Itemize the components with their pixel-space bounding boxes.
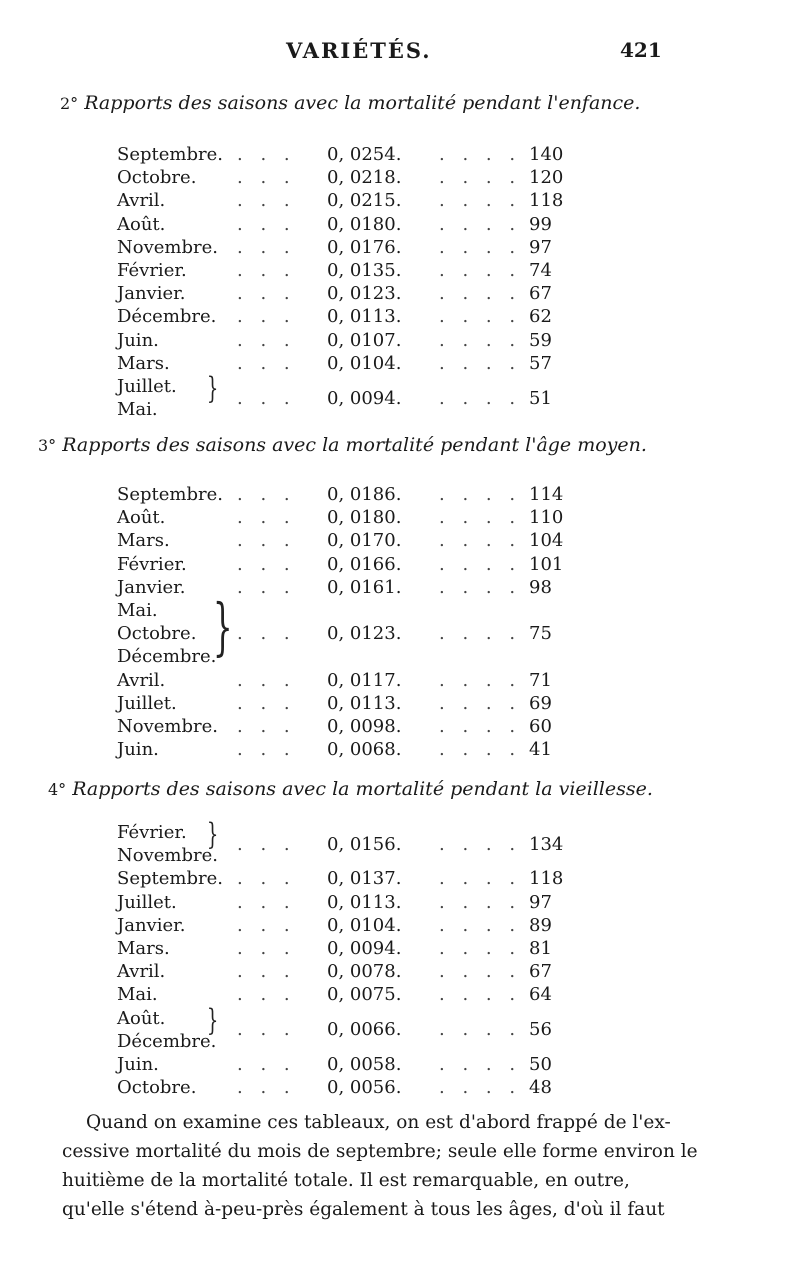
grouping-brace-icon: } — [206, 1002, 219, 1038]
table-values — [117, 283, 577, 305]
mortality-rate: 0, 0156. — [327, 833, 402, 855]
death-count: 71 — [529, 669, 552, 691]
month-label: Septembre. — [117, 868, 223, 890]
leader-dots: . . . . — [439, 833, 522, 855]
running-head — [0, 38, 800, 68]
month-label: Mai. — [117, 984, 158, 1006]
leader-dots: . . . — [237, 739, 296, 761]
leader-dots: . . . — [237, 190, 296, 212]
death-count: 75 — [529, 623, 552, 645]
month-label: Janvier. — [117, 576, 186, 598]
death-count: 134 — [529, 833, 564, 855]
mortality-rate: 0, 0215. — [327, 190, 402, 212]
table-values — [117, 716, 577, 738]
mortality-rate: 0, 0068. — [327, 739, 402, 761]
month-label: Novembre. — [117, 845, 218, 867]
mortality-rate: 0, 0161. — [327, 576, 402, 598]
leader-dots: . . . — [237, 484, 296, 505]
grouping-brace-icon: } — [212, 590, 233, 663]
leader-dots: . . . . — [439, 961, 522, 983]
mortality-rate: 0, 0094. — [327, 938, 402, 959]
death-count: 97 — [529, 236, 552, 258]
mortality-rate: 0, 0078. — [327, 961, 402, 983]
table-row — [117, 600, 577, 622]
death-count: 56 — [529, 1019, 552, 1041]
mortality-rate: 0, 0137. — [327, 868, 402, 890]
month-label: Septembre. — [117, 144, 223, 165]
table-values — [117, 892, 577, 914]
mortality-rate: 0, 0166. — [327, 553, 402, 575]
leader-dots: . . . . — [439, 484, 522, 505]
leader-dots: . . . . — [439, 553, 522, 575]
leader-dots: . . . — [237, 833, 296, 855]
mortality-rate: 0, 0180. — [327, 213, 402, 235]
section-heading — [60, 92, 640, 114]
leader-dots: . . . — [237, 306, 296, 328]
death-count: 110 — [529, 507, 564, 529]
mortality-rate: 0, 0113. — [327, 692, 402, 714]
table-values — [117, 214, 577, 236]
table-row — [117, 646, 577, 668]
month-label: Mars. — [117, 530, 170, 552]
mortality-rate: 0, 0104. — [327, 914, 402, 936]
leader-dots: . . . — [237, 283, 296, 305]
table-values — [117, 237, 577, 259]
month-label: Novembre. — [117, 716, 218, 737]
leader-dots: . . . — [237, 213, 296, 235]
leader-dots: . . . . — [439, 669, 522, 691]
month-label: Juillet. — [117, 376, 177, 397]
table-values — [117, 167, 577, 189]
mortality-rate: 0, 0123. — [327, 283, 402, 305]
month-label: Février. — [117, 260, 187, 281]
leader-dots: . . . . — [439, 891, 522, 913]
death-count: 48 — [529, 1077, 552, 1099]
table-values — [117, 1054, 577, 1076]
death-count: 118 — [529, 868, 564, 890]
table-values — [117, 330, 577, 352]
month-label: Février. — [117, 822, 187, 843]
death-count: 67 — [529, 961, 552, 983]
leader-dots: . . . . — [439, 507, 522, 529]
month-label: Mai. — [117, 399, 158, 421]
table-values — [117, 388, 577, 410]
leader-dots: . . . . — [439, 306, 522, 328]
section-number: 4° — [48, 780, 67, 799]
month-label: Août. — [117, 507, 166, 529]
month-label: Février. — [117, 553, 187, 575]
month-label: Juillet. — [117, 692, 177, 714]
section-number: 3° — [38, 436, 57, 455]
leader-dots: . . . . — [439, 283, 522, 305]
mortality-rate: 0, 0180. — [327, 507, 402, 529]
leader-dots: . . . . — [439, 1019, 522, 1041]
table-values — [117, 834, 577, 856]
leader-dots: . . . . — [439, 530, 522, 552]
death-count: 120 — [529, 167, 564, 189]
paragraph-line: cessive mortalité du mois de septembre; seule elle forme environ le — [62, 1141, 698, 1162]
mortality-rate: 0, 0056. — [327, 1077, 402, 1099]
table-values — [117, 670, 577, 692]
table-values — [117, 938, 577, 960]
table-values — [117, 530, 577, 552]
month-label: Août. — [117, 1007, 166, 1029]
page-number: 421 — [620, 38, 662, 62]
death-count: 41 — [529, 739, 552, 761]
mortality-rate: 0, 0098. — [327, 716, 402, 737]
leader-dots: . . . . — [439, 329, 522, 351]
death-count: 98 — [529, 576, 552, 598]
table-values — [117, 915, 577, 937]
table-values — [117, 306, 577, 328]
mortality-rate: 0, 0170. — [327, 530, 402, 552]
death-count: 118 — [529, 190, 564, 212]
month-label: Octobre. — [117, 167, 197, 189]
month-label: Juin. — [117, 1054, 159, 1075]
leader-dots: . . . — [237, 260, 296, 281]
mortality-rate: 0, 0176. — [327, 236, 402, 258]
leader-dots: . . . — [237, 1054, 296, 1075]
month-label: Janvier. — [117, 914, 186, 936]
month-label: Décembre. — [117, 1030, 217, 1052]
table-values — [117, 484, 577, 506]
month-label: Octobre. — [117, 1077, 197, 1099]
leader-dots: . . . — [237, 167, 296, 189]
month-label: Juin. — [117, 329, 159, 351]
death-count: 140 — [529, 144, 564, 165]
leader-dots: . . . — [237, 1077, 296, 1099]
death-count: 104 — [529, 530, 564, 552]
leader-dots: . . . . — [439, 387, 522, 409]
mortality-rate: 0, 0066. — [327, 1019, 402, 1041]
leader-dots: . . . . — [439, 213, 522, 235]
leader-dots: . . . . — [439, 716, 522, 737]
leader-dots: . . . . — [439, 938, 522, 959]
running-title: VARIÉTÉS. — [286, 38, 432, 63]
death-count: 97 — [529, 891, 552, 913]
paragraph-line: huitième de la mortalité totale. Il est remarquable, en outre, — [62, 1170, 630, 1191]
leader-dots: . . . . — [439, 1077, 522, 1099]
section-number: 2° — [60, 94, 79, 113]
mortality-rate: 0, 0113. — [327, 891, 402, 913]
death-count: 67 — [529, 283, 552, 305]
death-count: 69 — [529, 692, 552, 714]
table-values — [117, 739, 577, 761]
table-values — [117, 961, 577, 983]
month-label: Décembre. — [117, 306, 217, 328]
leader-dots: . . . — [237, 236, 296, 258]
death-count: 114 — [529, 484, 564, 505]
month-label: Mai. — [117, 600, 158, 621]
mortality-rate: 0, 0218. — [327, 167, 402, 189]
month-label: Juillet. — [117, 891, 177, 913]
death-count: 62 — [529, 306, 552, 328]
leader-dots: . . . . — [439, 868, 522, 890]
death-count: 59 — [529, 329, 552, 351]
month-label: Novembre. — [117, 236, 218, 258]
leader-dots: . . . . — [439, 144, 522, 165]
leader-dots: . . . . — [439, 167, 522, 189]
month-label: Avril. — [117, 190, 166, 212]
mortality-rate: 0, 0094. — [327, 387, 402, 409]
mortality-rate: 0, 0075. — [327, 984, 402, 1006]
leader-dots: . . . . — [439, 190, 522, 212]
leader-dots: . . . — [237, 576, 296, 598]
month-label: Septembre. — [117, 484, 223, 505]
month-label: Juin. — [117, 739, 159, 761]
month-label: Avril. — [117, 961, 166, 983]
mortality-rate: 0, 0254. — [327, 144, 402, 165]
death-count: 57 — [529, 352, 552, 374]
leader-dots: . . . . — [439, 692, 522, 714]
leader-dots: . . . . — [439, 1054, 522, 1075]
leader-dots: . . . — [237, 623, 296, 645]
table-values — [117, 623, 577, 645]
mortality-rate: 0, 0135. — [327, 260, 402, 281]
grouping-brace-icon: } — [206, 817, 219, 852]
table-values — [117, 577, 577, 599]
table-values — [117, 190, 577, 212]
leader-dots: . . . — [237, 669, 296, 691]
leader-dots: . . . — [237, 1019, 296, 1041]
table-values — [117, 353, 577, 375]
section-title: Rapports des saisons avec la mortalité pendant l'enfance. — [84, 92, 641, 114]
leader-dots: . . . . — [439, 236, 522, 258]
mortality-rate: 0, 0113. — [327, 306, 402, 328]
table-values — [117, 260, 577, 282]
leader-dots: . . . — [237, 914, 296, 936]
leader-dots: . . . . — [439, 576, 522, 598]
death-count: 99 — [529, 213, 552, 235]
leader-dots: . . . — [237, 507, 296, 529]
mortality-rate: 0, 0123. — [327, 623, 402, 645]
mortality-rate: 0, 0058. — [327, 1054, 402, 1075]
death-count: 101 — [529, 553, 564, 575]
section-heading — [48, 778, 653, 800]
leader-dots: . . . — [237, 938, 296, 959]
paragraph-line: qu'elle s'étend à-peu-près également à tous les âges, d'où il faut — [62, 1199, 665, 1220]
leader-dots: . . . — [237, 553, 296, 575]
leader-dots: . . . . — [439, 260, 522, 281]
paragraph-line: Quand on examine ces tableaux, on est d'abord frappé de l'ex- — [86, 1112, 671, 1133]
leader-dots: . . . — [237, 329, 296, 351]
leader-dots: . . . . — [439, 984, 522, 1006]
mortality-rate: 0, 0107. — [327, 329, 402, 351]
month-label: Mars. — [117, 352, 170, 374]
month-label: Août. — [117, 213, 166, 235]
month-label: Mars. — [117, 938, 170, 959]
month-label: Octobre. — [117, 623, 197, 645]
death-count: 51 — [529, 387, 552, 409]
leader-dots: . . . . — [439, 352, 522, 374]
month-label: Décembre. — [117, 646, 217, 668]
leader-dots: . . . — [237, 868, 296, 890]
table-values — [117, 1077, 577, 1099]
grouping-brace-icon: } — [206, 371, 219, 406]
leader-dots: . . . . — [439, 739, 522, 761]
death-count: 74 — [529, 260, 552, 281]
table-values — [117, 868, 577, 890]
mortality-rate: 0, 0117. — [327, 669, 402, 691]
section-title: Rapports des saisons avec la mortalité pendant la vieillesse. — [72, 778, 653, 800]
table-values — [117, 1019, 577, 1041]
leader-dots: . . . — [237, 387, 296, 409]
table-values — [117, 144, 577, 166]
leader-dots: . . . . — [439, 914, 522, 936]
section-title: Rapports des saisons avec la mortalité pendant l'âge moyen. — [62, 434, 647, 456]
leader-dots: . . . — [237, 716, 296, 737]
mortality-rate: 0, 0104. — [327, 352, 402, 374]
leader-dots: . . . . — [439, 623, 522, 645]
leader-dots: . . . — [237, 692, 296, 714]
table-values — [117, 693, 577, 715]
leader-dots: . . . — [237, 984, 296, 1006]
table-values — [117, 507, 577, 529]
table-values — [117, 984, 577, 1006]
leader-dots: . . . — [237, 961, 296, 983]
month-label: Avril. — [117, 669, 166, 691]
leader-dots: . . . — [237, 530, 296, 552]
mortality-rate: 0, 0186. — [327, 484, 402, 505]
death-count: 81 — [529, 938, 552, 959]
death-count: 50 — [529, 1054, 552, 1075]
death-count: 64 — [529, 984, 552, 1006]
body-paragraph — [62, 1108, 762, 1224]
leader-dots: . . . — [237, 891, 296, 913]
leader-dots: . . . — [237, 144, 296, 165]
leader-dots: . . . — [237, 352, 296, 374]
section-heading — [38, 434, 647, 456]
death-count: 89 — [529, 914, 552, 936]
month-label: Janvier. — [117, 283, 186, 305]
death-count: 60 — [529, 716, 552, 737]
table-values — [117, 554, 577, 576]
